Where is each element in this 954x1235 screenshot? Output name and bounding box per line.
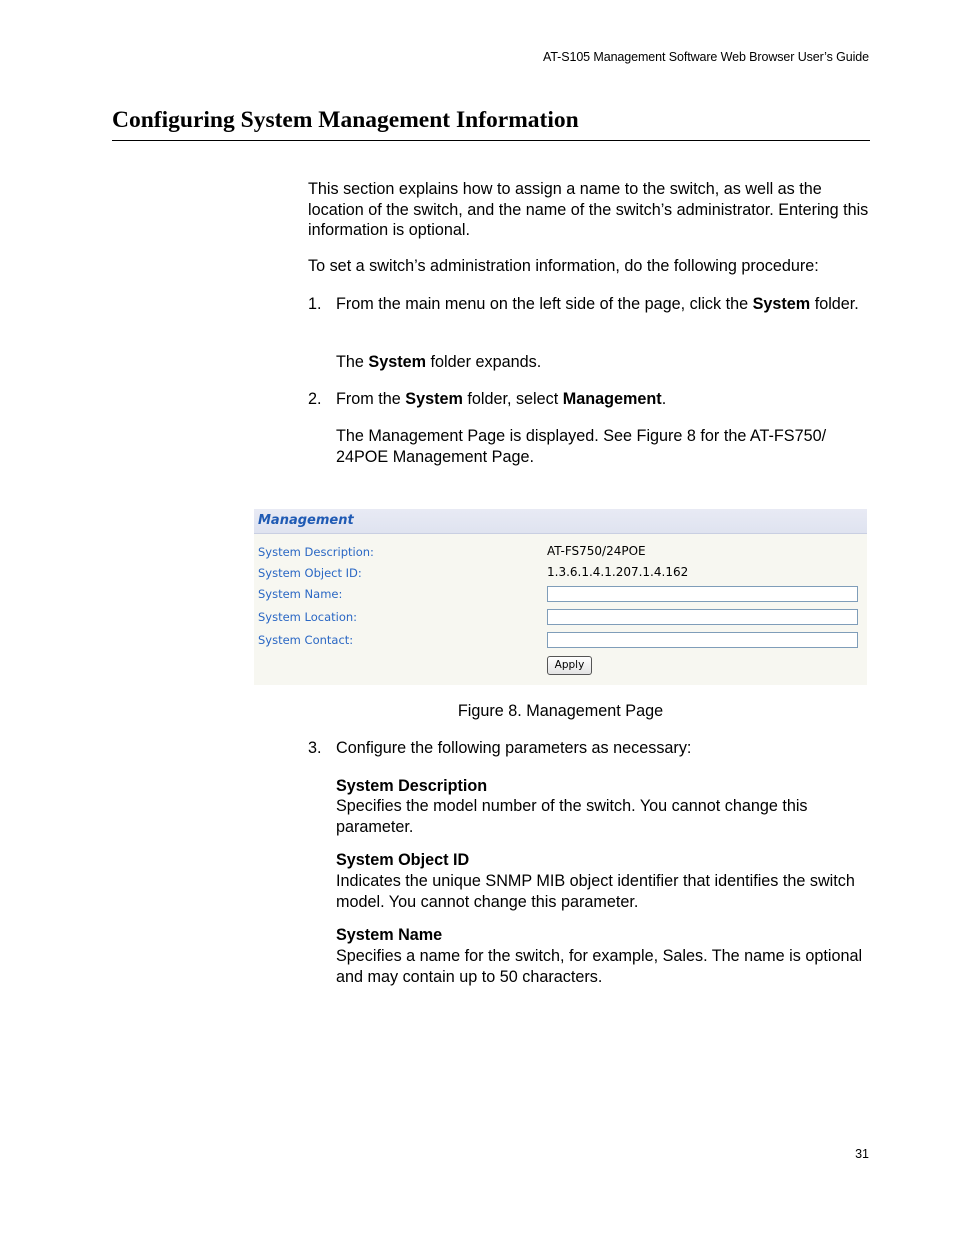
param-system-description-name: System Description	[336, 777, 488, 795]
param-system-name-name: System Name	[336, 926, 443, 944]
figure-caption: Figure 8. Management Page	[457, 702, 664, 720]
system-object-id-label: System Object ID:	[258, 566, 362, 580]
system-description-value: AT-FS750/24POE	[547, 544, 646, 558]
system-object-id-value: 1.3.6.1.4.1.207.1.4.162	[547, 565, 689, 579]
step-2-text: From the System folder, select Management.	[336, 390, 667, 408]
system-location-input[interactable]	[547, 609, 858, 625]
step-3-text: Configure the following parameters as necessary:	[336, 739, 692, 757]
param-system-object-id-desc: Indicates the unique SNMP MIB object identifier that identifies the switch model. You cannot change this parameter.	[336, 872, 855, 911]
system-contact-label: System Contact:	[258, 633, 354, 647]
param-system-description-desc: Specifies the model number of the switch. You cannot change this parameter.	[336, 797, 808, 836]
management-panel-title: Management	[258, 513, 354, 528]
system-location-label: System Location:	[258, 610, 358, 624]
apply-button[interactable]: Apply	[547, 656, 592, 675]
param-system-name-desc: Specifies a name for the switch, for example, Sales. The name is optional and may contain up to 50 characters.	[336, 947, 863, 986]
step-1-text: From the main menu on the left side of the page, click the System folder.	[336, 295, 859, 313]
page-number: 31	[855, 1147, 869, 1161]
system-contact-input[interactable]	[547, 632, 858, 648]
title-rule	[112, 140, 870, 141]
running-header: AT-S105 Management Software Web Browser User’s Guide	[543, 50, 869, 64]
section-title: Configuring System Management Information	[112, 107, 579, 133]
step-3-number: 3.	[308, 739, 322, 757]
management-panel-header	[254, 509, 867, 534]
system-name-label: System Name:	[258, 587, 343, 601]
system-name-input[interactable]	[547, 586, 858, 602]
step-2-number: 2.	[308, 390, 322, 408]
param-system-object-id-name: System Object ID	[336, 851, 470, 869]
system-description-label: System Description:	[258, 545, 374, 559]
step-1-result: The System folder expands.	[336, 353, 542, 371]
intro-paragraph: This section explains how to assign a name to the switch, as well as the location of the switch, and the name of the switch’s administrator. Entering this information is optional.	[308, 180, 869, 239]
intro-procedure-lead: To set a switch’s administration information, do the following procedure:	[308, 257, 819, 275]
management-panel	[254, 509, 867, 685]
step-1-number: 1.	[308, 295, 322, 313]
step-2-result: The Management Page is displayed. See Figure 8 for the AT-FS750/ 24POE Management Page.	[336, 427, 827, 466]
